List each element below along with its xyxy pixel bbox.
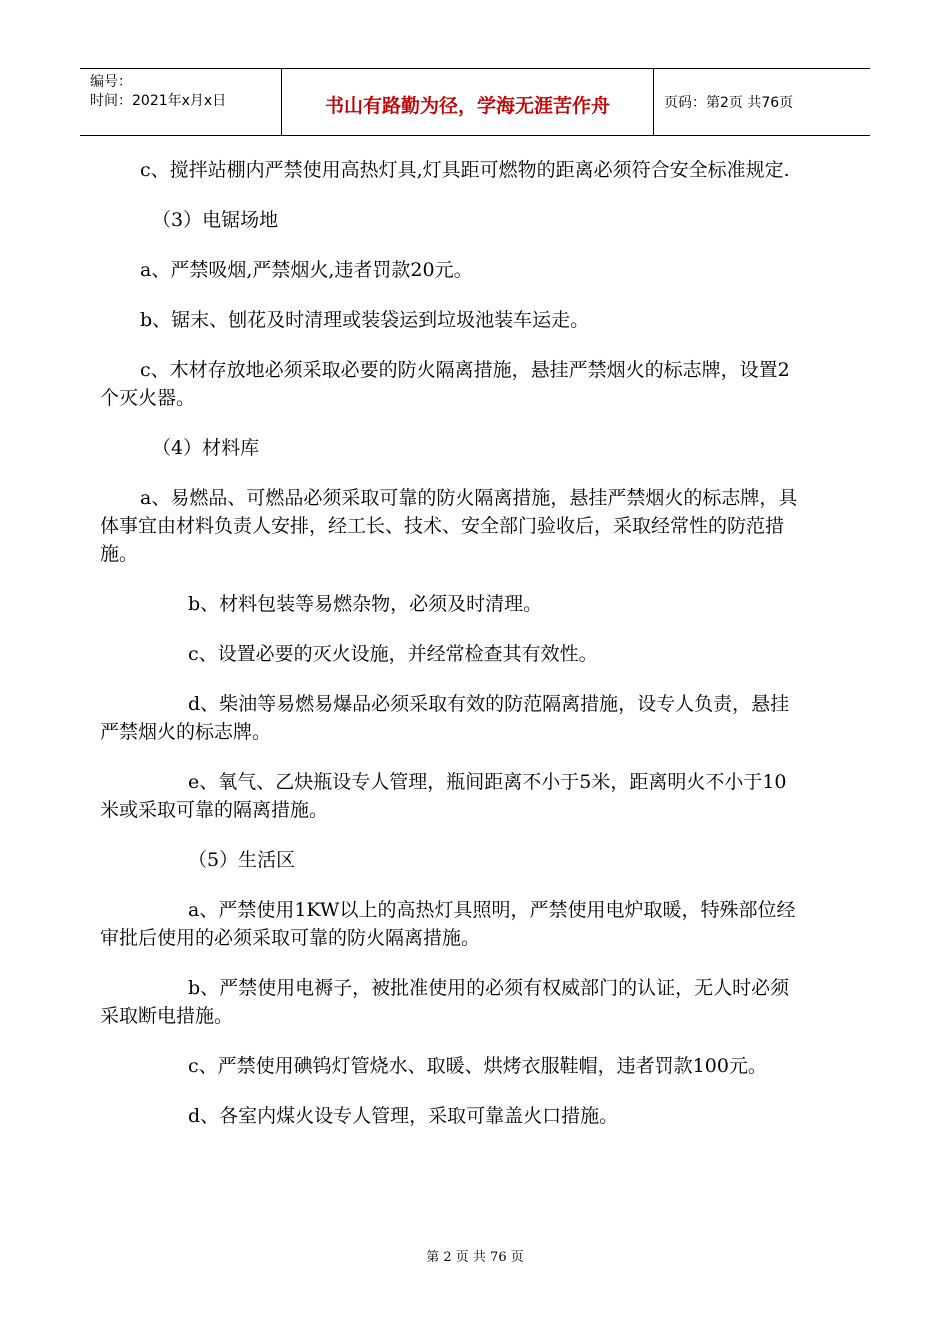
- header-left-cell: [80, 69, 282, 135]
- paragraph-living-iodine-lamp: c、严禁使用碘钨灯管烧水、取暖、烘烤衣服鞋帽，违者罚款100元。: [188, 1055, 767, 1077]
- paragraph-living-lighting: a、严禁使用1KW以上的高热灯具照明，严禁使用电炉取暖，特殊部位经审批后使用的必须采取可靠的防火隔离措施。: [100, 899, 796, 949]
- paragraph-warehouse-flammables: a、易燃品、可燃品必须采取可靠的防火隔离措施，悬挂严禁烟火的标志牌，具体事宜由材料负责人安排，经工长、技术、安全部门验收后，采取经常性的防范措施。: [100, 487, 798, 565]
- paragraph-saw-no-smoking: a、严禁吸烟,严禁烟火,违者罚款20元。: [140, 259, 473, 281]
- document-date-label: 时间：2021年x月x日: [90, 93, 227, 109]
- paragraph-warehouse-extinguishers: c、设置必要的灭火设施，并经常检查其有效性。: [188, 643, 598, 665]
- page-header: [80, 68, 870, 136]
- document-number-label: 编号：: [90, 74, 132, 90]
- paragraph-living-coal-fire: d、各室内煤火设专人管理，采取可靠盖火口措施。: [188, 1105, 619, 1127]
- header-motto: 书山有路勤为径，学海无涯苦作舟: [282, 69, 654, 135]
- section-heading-saw-area: （3）电锯场地: [152, 209, 279, 231]
- paragraph-mixer-shed-lighting: c、搅拌站棚内严禁使用高热灯具,灯具距可燃物的距离必须符合安全标准规定.: [140, 159, 790, 181]
- section-heading-living-area: （5）生活区: [188, 849, 296, 871]
- page-footer: 第 2 页 共 76 页: [426, 1250, 524, 1265]
- paragraph-saw-timber-storage: c、木材存放地必须采取必要的防火隔离措施，悬挂严禁烟火的标志牌，设置2个灭火器。: [100, 359, 790, 409]
- header-page-info: 页码：第2页 共76页: [664, 95, 794, 111]
- paragraph-saw-sawdust: b、锯末、刨花及时清理或装袋运到垃圾池装车运走。: [140, 309, 590, 331]
- paragraph-living-electric-blanket: b、严禁使用电褥子，被批准使用的必须有权威部门的认证，无人时必须采取断电措施。: [100, 977, 790, 1027]
- document-body: [100, 156, 805, 1152]
- paragraph-warehouse-diesel: d、柴油等易燃易爆品必须采取有效的防范隔离措施，设专人负责，悬挂严禁烟火的标志牌。: [100, 693, 790, 743]
- section-heading-warehouse: （4）材料库: [152, 437, 260, 459]
- paragraph-warehouse-packaging: b、材料包装等易燃杂物，必须及时清理。: [188, 593, 543, 615]
- paragraph-warehouse-gas-cylinders: e、氧气、乙炔瓶设专人管理，瓶间距离不小于5米，距离明火不小于10米或采取可靠的隔离措施。: [100, 771, 787, 821]
